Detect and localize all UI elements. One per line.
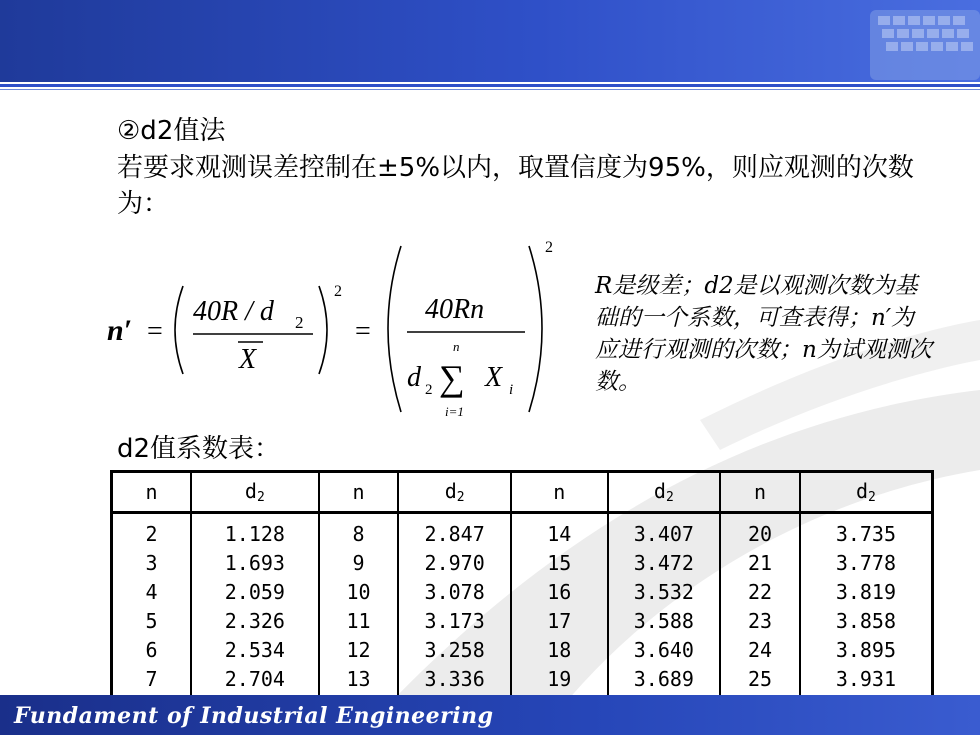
table-cell: 2.847 [398,513,511,550]
table-cell: 3 [112,549,192,578]
frac2-den-x: X [485,362,503,393]
table-cell: 8 [319,513,399,550]
header-n: n [511,472,608,513]
header-d2: $d_2$ [608,472,721,513]
table-row [112,578,933,607]
table-cell: 3.588 [608,607,721,636]
header-n: n [319,472,399,513]
table-cell: 3.336 [398,665,511,702]
intro-paragraph: 若要求观测误差控制在±5%以内，取置信度为95%，则应观测的次数为： [117,153,914,219]
table-cell: 15 [511,549,608,578]
formula-lhs: n′ [107,314,133,347]
table-cell: 21 [720,549,800,578]
frac2-den-d: d [407,362,421,393]
frac1-numerator: 40R / d [193,296,274,327]
table-cell: 5 [112,607,192,636]
table-cell: 19 [511,665,608,702]
header-bar [0,0,980,82]
table-cell: 11 [319,607,399,636]
table-cell: 3.532 [608,578,721,607]
table-row [112,513,933,550]
table-cell: 2.059 [191,578,319,607]
frac1-denominator: X [239,344,257,375]
header-n: n [112,472,192,513]
table-cell: 4 [112,578,192,607]
frac1-power: 2 [334,283,342,300]
sigma-top: n [453,339,460,354]
table-cell: 3.078 [398,578,511,607]
table-title: d2值系数表： [117,434,281,464]
table-cell: 12 [319,636,399,665]
table-cell: 25 [720,665,800,702]
frac2-power: 2 [545,239,553,256]
frac2-numerator: 40Rn [425,294,485,325]
table-cell: 16 [511,578,608,607]
table-cell: 2 [112,513,192,550]
section-heading: ②d2值法 [117,116,226,146]
footer-bar [0,695,980,735]
frac2-den-d-sub: 2 [425,382,433,398]
table-cell: 3.640 [608,636,721,665]
table-cell: 20 [720,513,800,550]
table-cell: 7 [112,665,192,702]
table-header-row [112,472,933,513]
table-cell: 3.472 [608,549,721,578]
table-cell: 3.858 [800,607,933,636]
table-cell: 24 [720,636,800,665]
table-cell: 3.895 [800,636,933,665]
table-cell: 14 [511,513,608,550]
table-cell: 6 [112,636,192,665]
table-cell: 3.931 [800,665,933,702]
table-cell: 3.258 [398,636,511,665]
table-cell: 3.778 [800,549,933,578]
header-divider-thin [0,89,980,90]
sigma-bottom: i=1 [445,404,464,419]
frac1-numerator-sub: 2 [295,313,304,332]
d2-coefficient-table [110,470,934,703]
sigma-symbol: ∑ [439,358,465,398]
formula-eq-2: = [355,316,371,347]
table-cell: 9 [319,549,399,578]
table-cell: 2.970 [398,549,511,578]
header-n: n [720,472,800,513]
table-cell: 18 [511,636,608,665]
table-cell: 2.704 [191,665,319,702]
formula [105,238,585,428]
table-cell: 3.689 [608,665,721,702]
footer-title: Fundament of Industrial Engineering [14,703,494,729]
table-cell: 2.534 [191,636,319,665]
header-d2: $d_2$ [800,472,933,513]
table-cell: 3.407 [608,513,721,550]
table-cell: 10 [319,578,399,607]
table-cell: 22 [720,578,800,607]
table-row [112,549,933,578]
frac2-den-x-sub: i [509,382,514,398]
table-cell: 1.693 [191,549,319,578]
table-cell: 17 [511,607,608,636]
table-row [112,636,933,665]
table-cell: 3.819 [800,578,933,607]
table-row [112,607,933,636]
table-cell: 3.735 [800,513,933,550]
header-divider [0,84,980,87]
header-d2: $d_2$ [398,472,511,513]
table-cell: 3.173 [398,607,511,636]
formula-eq-1: = [147,316,163,347]
table-cell: 2.326 [191,607,319,636]
header-d2: $d_2$ [191,472,319,513]
keyboard-icon [860,0,980,82]
formula-note: R是级差；d2是以观测次数为基础的一个系数，可查表得；n′为应进行观测的次数；n为试观测次数。 [595,273,932,395]
table-cell: 13 [319,665,399,702]
table-cell: 23 [720,607,800,636]
table-cell: 1.128 [191,513,319,550]
